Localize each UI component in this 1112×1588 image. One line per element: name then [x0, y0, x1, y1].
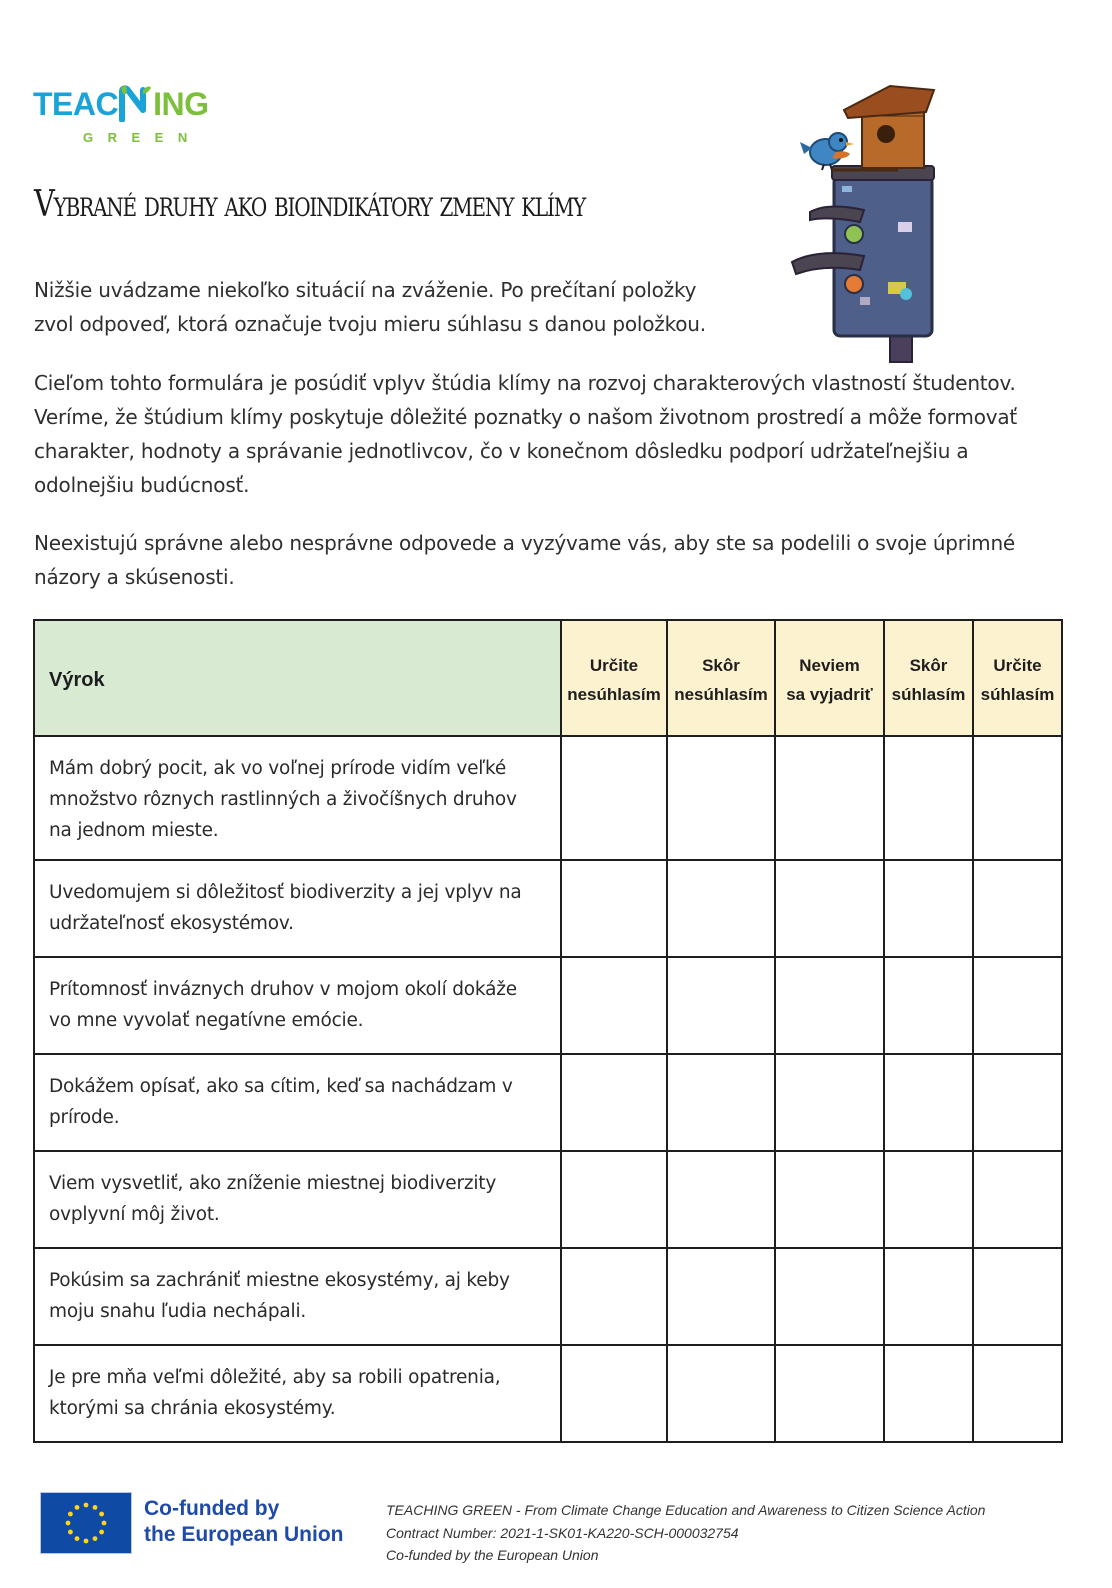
logo-tagline: GREEN — [83, 130, 202, 145]
eu-flag-icon — [40, 1492, 132, 1554]
answer-cell-agree[interactable] — [884, 1151, 973, 1248]
survey-table — [33, 619, 1063, 1443]
answer-cell-strongly-disagree[interactable] — [561, 736, 667, 860]
answer-cell-disagree[interactable] — [667, 736, 775, 860]
scale-header-line2: sa vyjadriť — [786, 685, 873, 704]
answer-cell-agree[interactable] — [884, 736, 973, 860]
answer-cell-neutral[interactable] — [775, 957, 884, 1054]
table-row — [34, 957, 1062, 1054]
footer-info-line3: Co-funded by the European Union — [386, 1547, 599, 1563]
answer-cell-strongly-disagree[interactable] — [561, 1054, 667, 1151]
teaching-green-logo — [33, 84, 243, 150]
scale-header-strongly-disagree — [561, 620, 667, 736]
scale-header-line1: Skôr — [909, 656, 948, 675]
intro-paragraph-1: Nižšie uvádzame niekoľko situácií na zváženie. Po prečítaní položky zvol odpoveď, ktorá označuje tvoju mieru súhlasu s danou položkou. — [34, 278, 706, 336]
intro-paragraph-3: Neexistujú správne alebo nesprávne odpovede a vyzývame vás, aby ste sa podelili o svoje úprimné názory a skúsenosti. — [34, 531, 1016, 589]
statement-cell: Pokúsim sa zachrániť miestne ekosystémy, aj keby moju snahu ľudia nechápali. — [34, 1248, 561, 1345]
footer-project-info — [386, 1499, 985, 1567]
answer-cell-neutral[interactable] — [775, 736, 884, 860]
answer-cell-neutral[interactable] — [775, 860, 884, 957]
table-row — [34, 1054, 1062, 1151]
answer-cell-strongly-disagree[interactable] — [561, 1248, 667, 1345]
table-row — [34, 1248, 1062, 1345]
scale-header-line1: Určite — [589, 656, 639, 675]
statement-column-header: Výrok — [34, 620, 561, 736]
answer-cell-neutral[interactable] — [775, 1248, 884, 1345]
answer-cell-strongly-agree[interactable] — [973, 1054, 1062, 1151]
scale-header-agree — [884, 620, 973, 736]
scale-header-line1: Určite — [993, 656, 1042, 675]
answer-cell-disagree[interactable] — [667, 1151, 775, 1248]
footer-info-line1: TEACHING GREEN - From Climate Change Education and Awareness to Citizen Science Action — [386, 1502, 986, 1518]
answer-cell-agree[interactable] — [884, 1248, 973, 1345]
footer-info-line2: Contract Number: 2021-1-SK01-KA220-SCH-000032754 — [386, 1524, 739, 1541]
statement-cell: Je pre mňa veľmi dôležité, aby sa robili opatrenia, ktorými sa chránia ekosystémy. — [34, 1345, 561, 1442]
answer-cell-strongly-agree[interactable] — [973, 1248, 1062, 1345]
answer-cell-neutral[interactable] — [775, 1054, 884, 1151]
answer-cell-disagree[interactable] — [667, 1248, 775, 1345]
answer-cell-strongly-disagree[interactable] — [561, 1345, 667, 1442]
page-title: Vybrané druhy ako bioindikátory zmeny klímy — [34, 184, 585, 225]
table-row — [34, 736, 1062, 860]
statement-cell: Uvedomujem si dôležitosť biodiverzity a jej vplyv na udržateľnosť ekosystémov. — [34, 860, 561, 957]
scale-header-line1: Neviem — [799, 656, 860, 675]
table-row — [34, 860, 1062, 957]
answer-cell-strongly-disagree[interactable] — [561, 860, 667, 957]
logo-wordmark — [33, 84, 243, 122]
answer-cell-agree[interactable] — [884, 1345, 973, 1442]
answer-cell-neutral[interactable] — [775, 1151, 884, 1248]
table-header-row — [34, 620, 1062, 736]
statement-cell: Dokážem opísať, ako sa cítim, keď sa nachádzam v prírode. — [34, 1054, 561, 1151]
traffic-light-birdhouse-illustration — [788, 82, 938, 367]
statement-cell: Viem vysvetliť, ako zníženie miestnej biodiverzity ovplyvní môj život. — [34, 1151, 561, 1248]
answer-cell-strongly-agree[interactable] — [973, 860, 1062, 957]
answer-cell-agree[interactable] — [884, 860, 973, 957]
answer-cell-strongly-agree[interactable] — [973, 736, 1062, 860]
scale-header-neutral — [775, 620, 884, 736]
answer-cell-disagree[interactable] — [667, 957, 775, 1054]
scale-header-line2: nesúhlasím — [567, 685, 661, 704]
intro-paragraph-2: Cieľom tohto formulára je posúdiť vplyv štúdia klímy na rozvoj charakterových vlastností študentov. Veríme, že štúdium klímy poskytuje dôležité poznatky o našom životnom prostredí a môže formovať charakter, hodnoty a správanie jednotlivcov, čo v konečnom dôsledku podporí udržateľnejšiu a odolnejšiu budúcnosť. — [34, 371, 1018, 497]
answer-cell-disagree[interactable] — [667, 1054, 775, 1151]
eu-label-line2: the European Union — [144, 1523, 344, 1546]
eu-cofunded-label — [144, 1496, 344, 1548]
scale-header-line2: súhlasím — [980, 685, 1055, 704]
logo-part1: TEAC — [33, 86, 119, 122]
answer-cell-strongly-disagree[interactable] — [561, 957, 667, 1054]
eu-label-line1: Co-funded by — [144, 1497, 280, 1520]
answer-cell-strongly-disagree[interactable] — [561, 1151, 667, 1248]
answer-cell-strongly-agree[interactable] — [973, 957, 1062, 1054]
answer-cell-strongly-agree[interactable] — [973, 1151, 1062, 1248]
table-row — [34, 1151, 1062, 1248]
scale-header-line2: nesúhlasím — [674, 685, 768, 704]
answer-cell-agree[interactable] — [884, 1054, 973, 1151]
scale-header-strongly-agree — [973, 620, 1062, 736]
answer-cell-neutral[interactable] — [775, 1345, 884, 1442]
logo-part2: ING — [153, 86, 209, 122]
logo-leaf-n-icon — [119, 84, 152, 122]
table-row — [34, 1345, 1062, 1442]
answer-cell-agree[interactable] — [884, 957, 973, 1054]
answer-cell-disagree[interactable] — [667, 1345, 775, 1442]
scale-header-disagree — [667, 620, 775, 736]
scale-header-line2: súhlasím — [891, 685, 966, 704]
statement-cell: Prítomnosť inváznych druhov v mojom okolí dokáže vo mne vyvolať negatívne emócie. — [34, 957, 561, 1054]
answer-cell-disagree[interactable] — [667, 860, 775, 957]
statement-cell: Mám dobrý pocit, ak vo voľnej prírode vidím veľké množstvo rôznych rastlinných a živočíšnych druhov na jednom mieste. — [34, 736, 561, 860]
answer-cell-strongly-agree[interactable] — [973, 1345, 1062, 1442]
scale-header-line1: Skôr — [702, 656, 740, 675]
